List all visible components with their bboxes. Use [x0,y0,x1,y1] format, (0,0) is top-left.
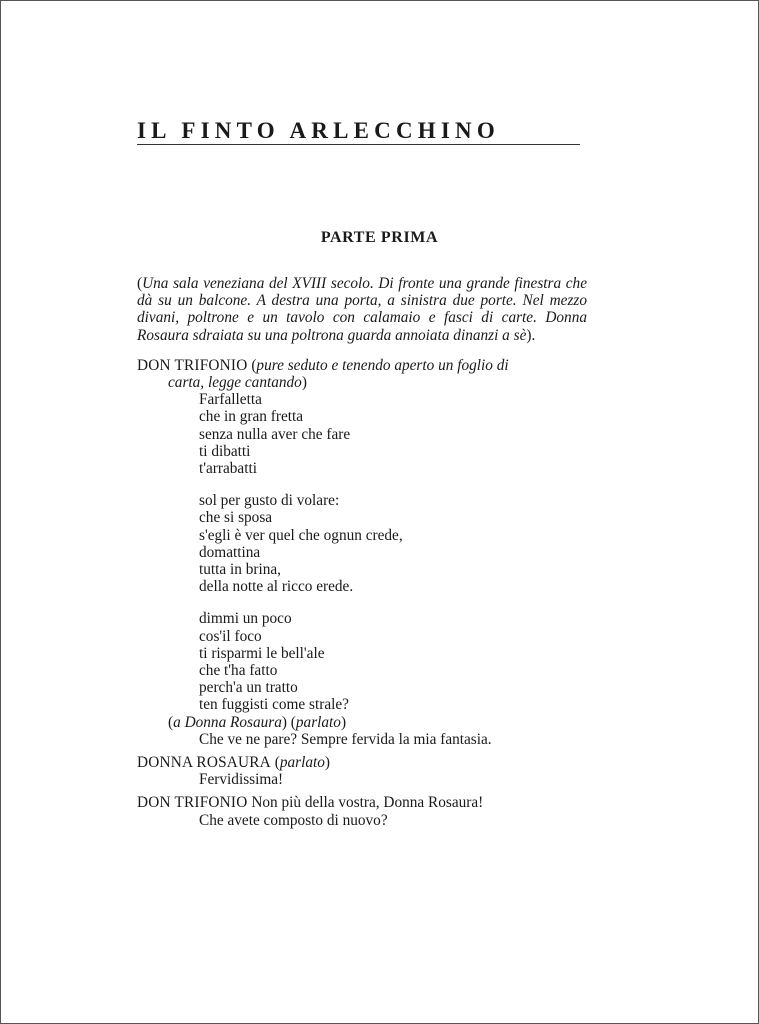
verse-line: domattina [199,543,261,561]
play-title: IL FINTO ARLECCHINO [137,118,500,143]
verse-line: ti risparmi le bell'ale [199,644,325,662]
speaker-direction: pure seduto e tenendo aperto un foglio di [256,356,509,374]
verse-line: t'arrabatti [199,460,257,478]
verse-line: cos'il foco [199,627,262,645]
opening-stage-direction: (Una sala veneziana del XVIII secolo. Di fronte una grande finestra che dà su un balcone. A destra una porta, a sinistra due porte. Nel mezzo divani, poltrone e un tavolo con calamaio e fasci di carte. Donna Rosaura sdraiata su una poltrona guarda annoiata dinanzi a sè). [137,275,587,344]
verse-line: dimmi un poco [199,610,292,628]
speaker-name: DON TRIFONIO [137,794,248,812]
verse-line: che si sposa [199,509,273,527]
title-underline [137,144,580,145]
speech-don-trifonio-1 [137,357,587,748]
verse-line: che t'ha fatto [199,662,278,680]
part-heading: PARTE PRIMA [320,229,439,246]
verse-line: ten fuggisti come strale? [199,696,349,714]
speaker-direction: parlato [279,754,325,772]
verse-line: perch'a un tratto [199,679,298,697]
aside-direction: (a Donna Rosaura) (parlato) [168,713,347,731]
verse-stanza-3 [199,610,587,713]
verse-line: che in gran fretta [199,408,304,426]
speaker-name: DON TRIFONIO [137,356,248,374]
aside-text: Che ve ne pare? Sempre fervida la mia fantasia. [199,730,492,748]
verse-stanza-1 [199,391,587,477]
speech-text-continued: Che avete composto di nuovo? [199,811,388,829]
speaker-line: DON TRIFONIO (pure seduto e tenendo aperto un foglio di [137,356,509,374]
play-text [137,275,587,829]
speaker-line: DONNA ROSAURA (parlato) [137,754,331,772]
verse-line: sol per gusto di volare: [199,492,340,510]
speaker-line [137,794,587,811]
verse-stanza-2 [199,492,587,595]
verse-line: ti dibatti [199,442,251,460]
speech-text: Fervidissima! [199,771,284,789]
verse-line: senza nulla aver che fare [199,425,351,443]
speaker-direction-continued: carta, legge cantando) [168,374,307,392]
speech-don-trifonio-2 [137,794,587,828]
speaker-name: DONNA ROSAURA [137,754,271,772]
verse-line: Farfalletta [199,391,262,409]
verse-line: s'egli è ver quel che ognun crede, [199,526,403,544]
stage-direction-text: Una sala veneziana del XVIII secolo. Di fronte una grande finestra che dà su un balcone. A destra una porta, a sinistra due porte. Nel mezzo divani, poltrone e un tavolo con calamaio e fasci di carte. Donna Rosaura sdraiata su una poltrona guarda annoiata dinanzi a sè [137,275,587,344]
verse-line: della notte al ricco erede. [199,578,354,596]
speech-text: Non più della vostra, Donna Rosaura! [251,794,484,812]
verse-line: tutta in brina, [199,561,281,579]
speech-donna-rosaura [137,754,587,788]
